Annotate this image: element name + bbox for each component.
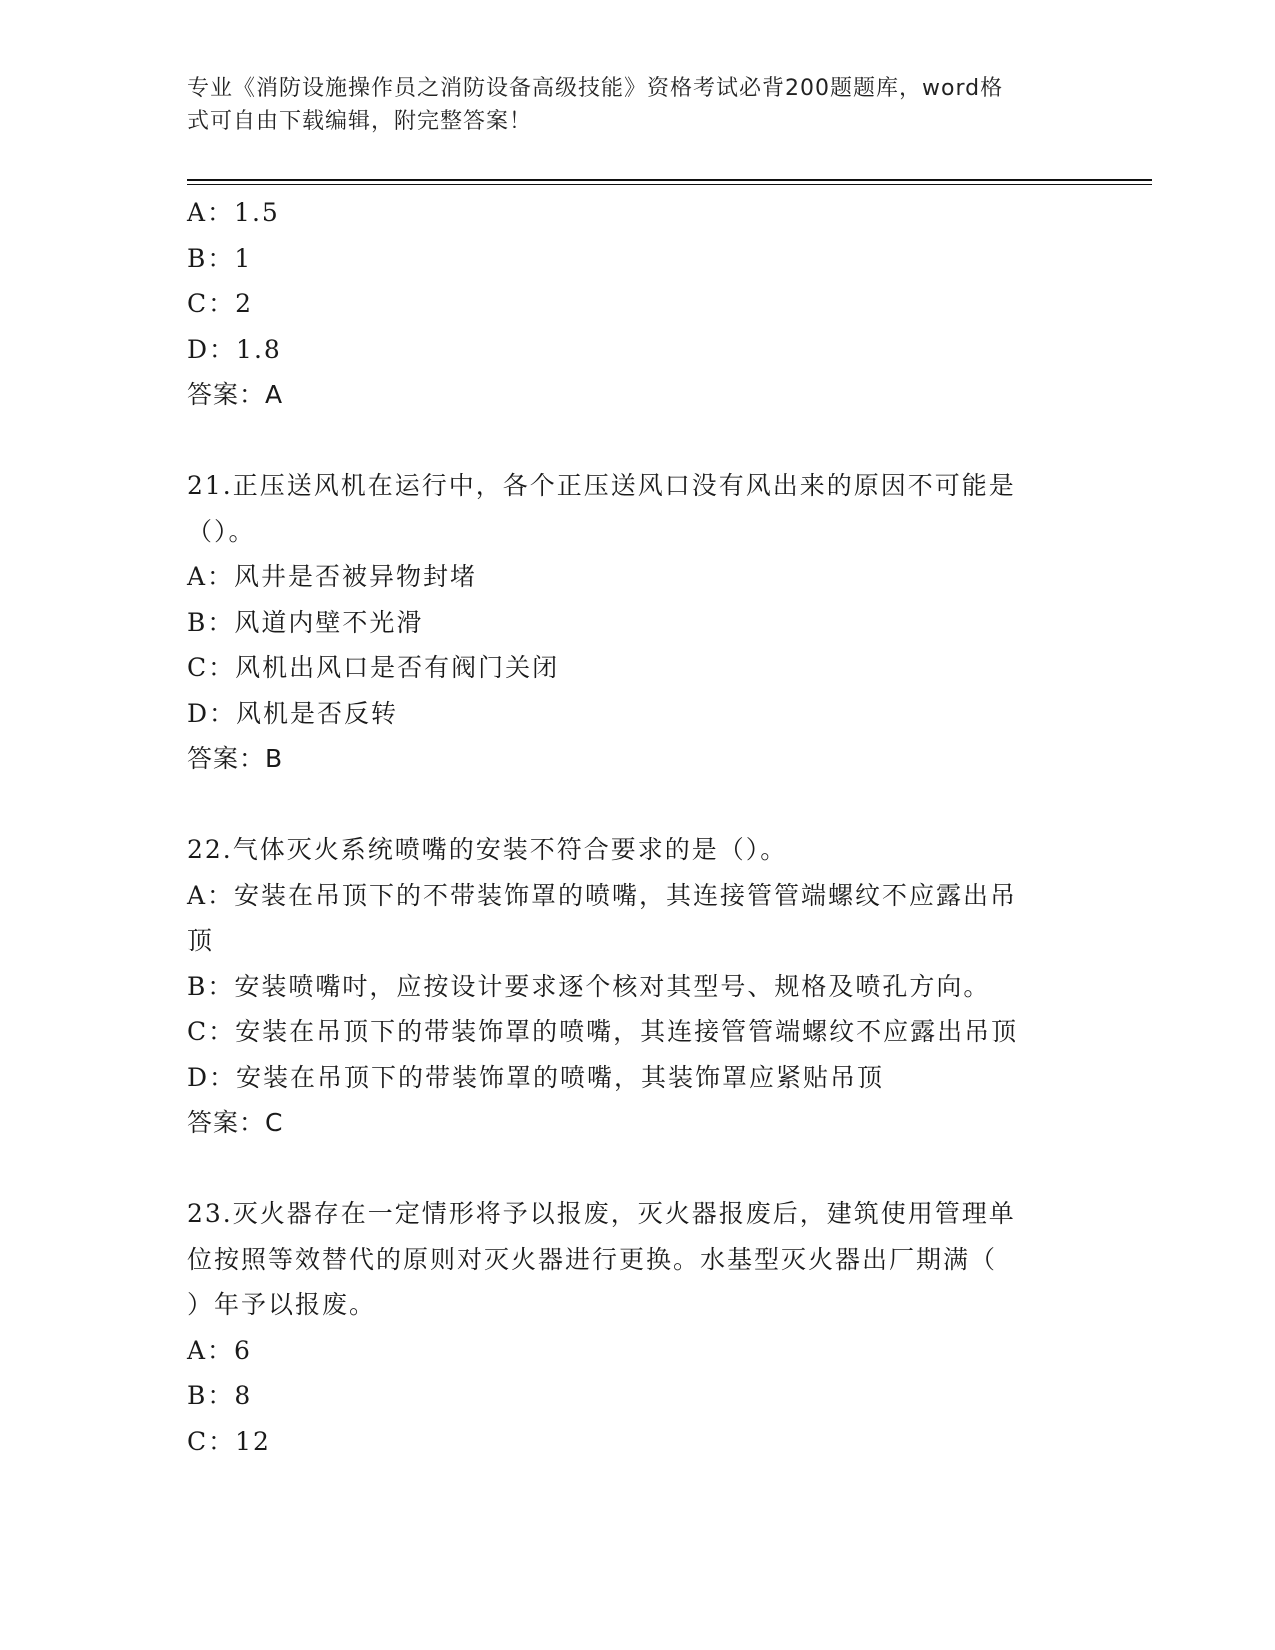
q22-option-b: B：安装喷嘴吋，应按设计要求逐个核对其型号、规格及喷孔方向。 xyxy=(187,971,991,1001)
q23-stem-line-3: ）年予以报废。 xyxy=(187,1290,377,1319)
spacer xyxy=(187,782,1067,828)
q21-option-c: C：风机出风口是否有阀门关闭 xyxy=(187,653,560,682)
q23-option-b: B：8 xyxy=(187,1381,253,1410)
question-23-block xyxy=(187,1191,1067,1464)
question-20-block xyxy=(187,190,1067,418)
q22-stem: 22.气体灭火系统喷嘴的安装不符合要求的是（）。 xyxy=(187,835,788,864)
q23-stem-line-1: 23.灭火器存在一定情形将予以报废，灭火器报废后，建筑使用管理单 xyxy=(187,1199,1016,1228)
header-line-1: 专业《消防设施操作员之消防设备高级技能》资格考试必背200题题库，word格 xyxy=(187,76,1004,101)
q21-option-d: D：风机是否反转 xyxy=(187,698,399,728)
q22-option-a-line-2: 顶 xyxy=(187,926,215,955)
q20-option-b: B：1 xyxy=(187,243,253,273)
q20-option-c: C：2 xyxy=(187,289,254,318)
question-22-block xyxy=(187,827,1067,1146)
q20-answer: 答案：A xyxy=(187,380,284,409)
q21-option-b: B：风道内壁不光滑 xyxy=(187,607,424,637)
header-rule-thin xyxy=(187,184,1152,185)
q22-option-c: C：安装在吊顶下的带装饰罩的喷嘴，其连接管管端螺纹不应露出吊顶 xyxy=(187,1017,1019,1046)
q21-stem-line-2: （）。 xyxy=(187,516,256,546)
q22-answer: 答案：C xyxy=(187,1108,284,1137)
q23-option-c: C：12 xyxy=(187,1426,271,1456)
q23-stem-line-2: 位按照等效替代的原则对灭火器进行更换。水基型灭火器出厂期满（ xyxy=(187,1244,998,1274)
q21-answer: 答案：B xyxy=(187,744,284,773)
q20-option-d: D：1.8 xyxy=(187,334,282,364)
question-21-block xyxy=(187,463,1067,782)
q22-option-d: D：安装在吊顶下的带装饰罩的喷嘴，其装饰罩应紧贴吊顶 xyxy=(187,1062,885,1092)
question-content xyxy=(187,190,1067,1464)
q20-option-a: A：1.5 xyxy=(187,198,280,227)
q21-stem-line-1: 21.正压送风机在运行中，各个正压送风口没有风出来的原因不可能是 xyxy=(187,471,1016,500)
page-header xyxy=(187,72,1067,138)
header-line-2: 式可自由下载编辑，附完整答案！ xyxy=(187,109,533,134)
spacer xyxy=(187,418,1067,464)
q23-option-a: A：6 xyxy=(187,1335,252,1365)
header-rule-thick xyxy=(187,179,1152,181)
spacer xyxy=(187,1146,1067,1192)
q22-option-a-line-1: A：安装在吊顶下的不带装饰罩的喷嘴，其连接管管端螺纹不应露出吊 xyxy=(187,880,1018,910)
q21-option-a: A：风井是否被异物封堵 xyxy=(187,562,478,591)
